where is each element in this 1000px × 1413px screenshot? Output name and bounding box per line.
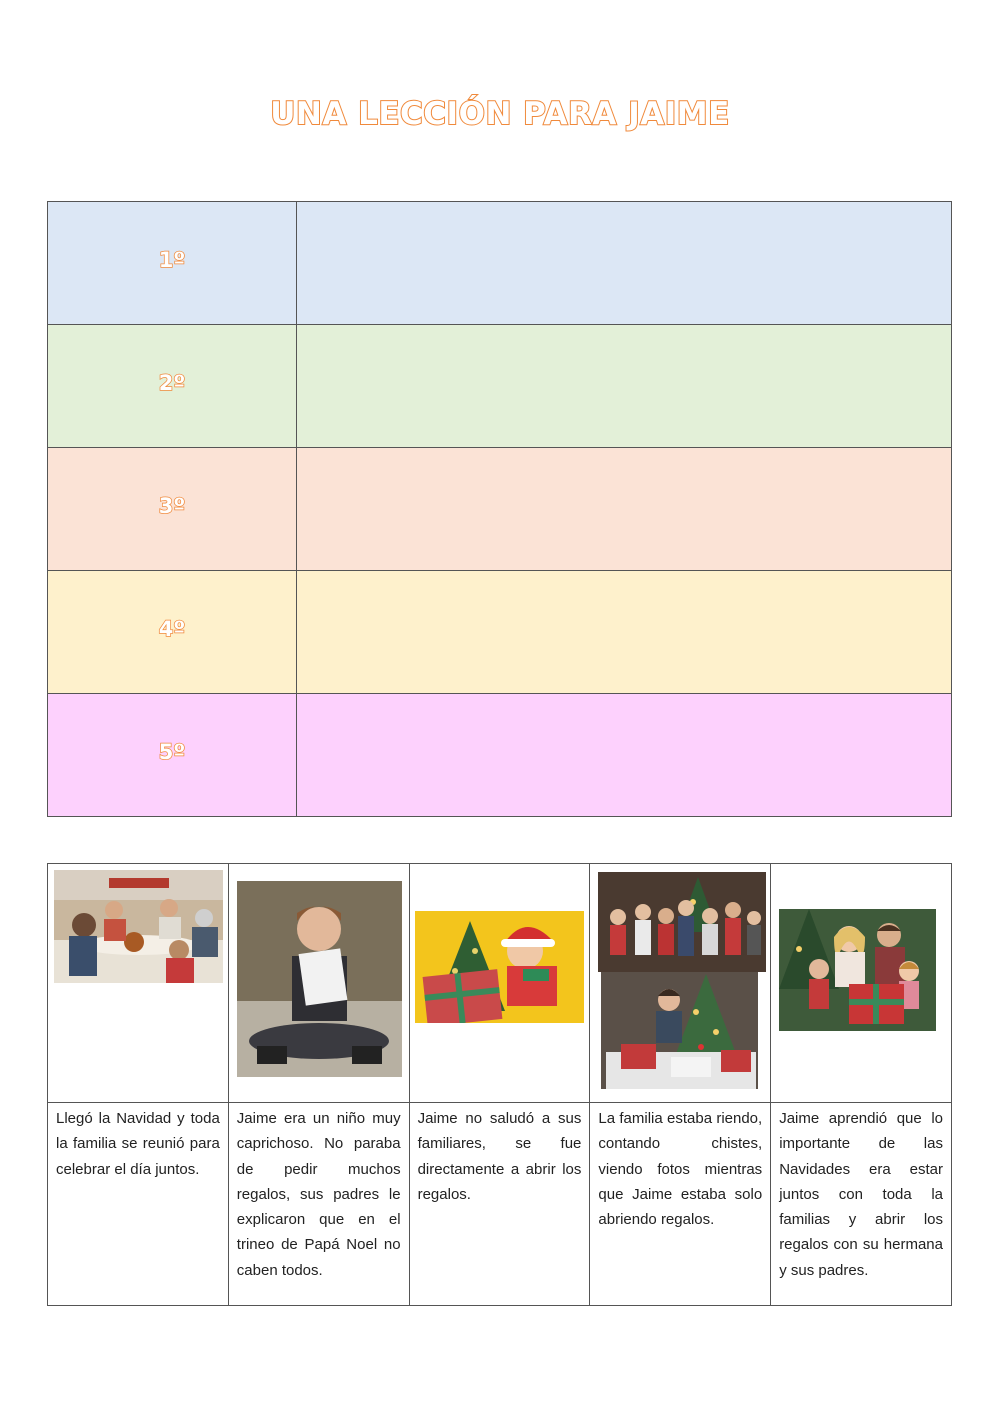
story-order-table [47, 201, 952, 817]
story-card-4-text: La familia estaba riendo, contando chistes, viendo fotos mientras que Jaime estaba solo abriendo regalos. [590, 1103, 771, 1306]
boy-reading-letter-image[interactable] [237, 881, 402, 1077]
story-card-2-image-cell[interactable] [228, 864, 409, 1103]
order-answer-cell[interactable] [297, 325, 952, 448]
story-card-3-text: Jaime no saludó a sus familiares, se fue directamente a abrir los regalos. [409, 1103, 590, 1306]
order-number: 1º [158, 248, 186, 272]
order-number-cell [48, 202, 297, 325]
order-number-cell [48, 325, 297, 448]
page-title: UNA LECCIÓN PARA JAIME [270, 96, 730, 132]
story-card-1-text: Llegó la Navidad y toda la familia se reunió para celebrar el día juntos. [48, 1103, 229, 1306]
order-answer-cell[interactable] [297, 571, 952, 694]
order-answer-cell[interactable] [297, 448, 952, 571]
order-row-2 [48, 325, 952, 448]
story-card-2-text: Jaime era un niño muy caprichoso. No paraba de pedir muchos regalos, sus padres le explicaron que en el trineo de Papá Noel no caben todos. [228, 1103, 409, 1306]
order-row-4 [48, 571, 952, 694]
order-row-5 [48, 694, 952, 817]
order-number: 3º [158, 494, 186, 518]
story-images-row [48, 864, 952, 1103]
order-number: 5º [158, 740, 186, 764]
order-number-cell [48, 571, 297, 694]
order-answer-cell[interactable] [297, 202, 952, 325]
story-cards-table [47, 863, 952, 1306]
order-answer-cell[interactable] [297, 694, 952, 817]
family-christmas-dinner-image[interactable] [54, 870, 223, 983]
order-number-cell [48, 448, 297, 571]
story-texts-row [48, 1103, 952, 1306]
story-card-4-image-cell[interactable] [590, 864, 771, 1103]
story-card-1-image-cell[interactable] [48, 864, 229, 1103]
order-number: 4º [158, 617, 186, 641]
family-laughing-image[interactable] [598, 872, 766, 972]
story-card-5-image-cell[interactable] [771, 864, 952, 1103]
boy-alone-opening-gifts-image[interactable] [601, 972, 758, 1089]
order-row-1 [48, 202, 952, 325]
boy-opening-gift-image[interactable] [415, 911, 584, 1023]
family-opening-gifts-together-image[interactable] [779, 909, 936, 1031]
order-number: 2º [158, 371, 186, 395]
order-row-3 [48, 448, 952, 571]
story-card-3-image-cell[interactable] [409, 864, 590, 1103]
story-card-5-text: Jaime aprendió que lo importante de las Navidades era estar juntos con toda la familias y abrir los regalos con su hermana y sus padres. [771, 1103, 952, 1306]
order-number-cell [48, 694, 297, 817]
